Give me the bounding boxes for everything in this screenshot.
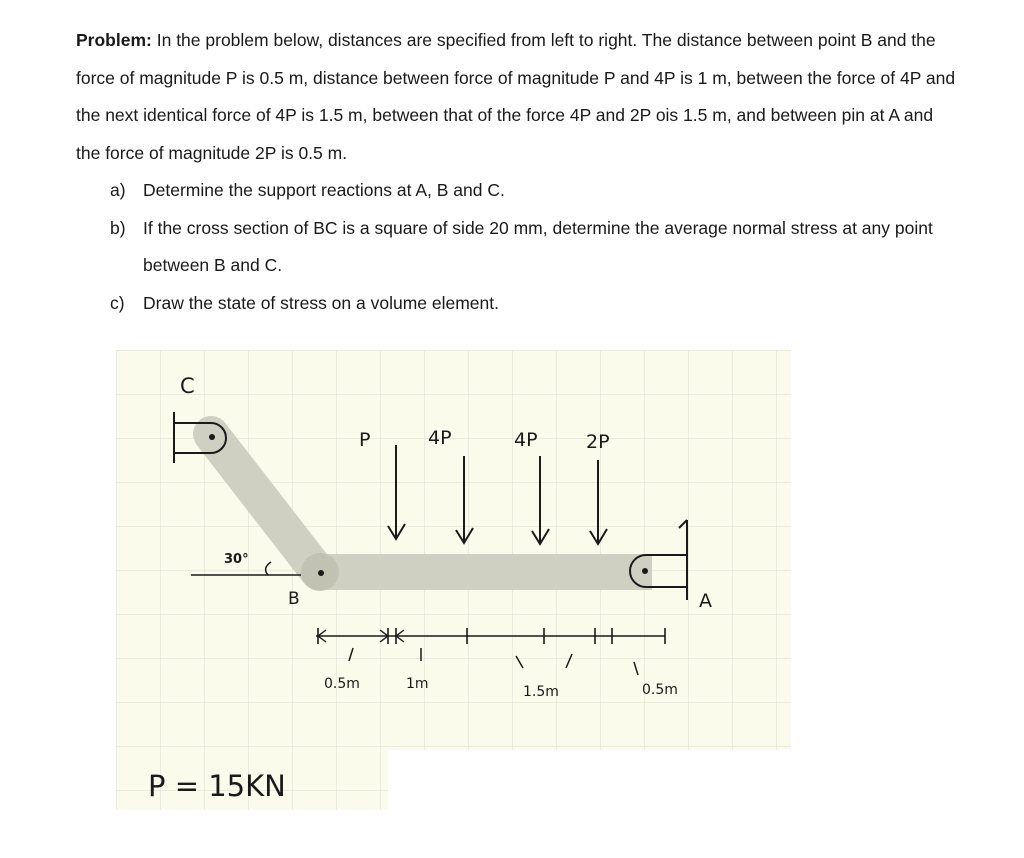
graph-paper-upper-grid bbox=[116, 350, 791, 750]
angle-label: 30° bbox=[224, 552, 249, 567]
part-b-text: If the cross section of BC is a square of side 20 mm, determine the average normal stress at any point between B and C. bbox=[143, 217, 933, 275]
problem-parts bbox=[76, 172, 956, 322]
part-a bbox=[110, 172, 956, 210]
dim-0-5m-left: 0.5m bbox=[324, 676, 360, 692]
force-label-4p-2: 4P bbox=[514, 429, 538, 451]
pin-a-dot bbox=[642, 568, 648, 574]
part-b bbox=[110, 210, 956, 285]
part-c bbox=[110, 285, 956, 323]
problem-text: In the problem below, distances are specified from left to right. The distance between point B and the force of magnitude P is 0.5 m, distance between force of magnitude P and 4P is 1 m, between the force of 4P and the next identical force of 4P is 1.5 m, between that of the force 4P and 2P ois 1.5 m, and between pin at A and the force of magnitude 2P is 0.5 m. bbox=[76, 30, 956, 163]
pin-b-dot bbox=[318, 570, 324, 576]
label-b: B bbox=[288, 589, 300, 609]
part-c-label: c) bbox=[110, 292, 125, 313]
pin-c-dot bbox=[209, 434, 215, 440]
part-c-text: Draw the state of stress on a volume element. bbox=[143, 292, 499, 313]
label-c: C bbox=[180, 374, 195, 398]
dim-1-5m: 1.5m bbox=[523, 684, 559, 700]
problem-paragraph bbox=[76, 22, 956, 172]
label-a: A bbox=[699, 590, 712, 612]
force-label-p: P bbox=[359, 429, 371, 451]
beam-diagram bbox=[116, 350, 791, 810]
part-b-label: b) bbox=[110, 217, 126, 238]
dim-1m: 1m bbox=[406, 676, 429, 692]
problem-label: Problem: bbox=[76, 30, 152, 50]
member-ab bbox=[316, 554, 652, 590]
part-a-label: a) bbox=[110, 180, 126, 200]
dim-0-5m-right: 0.5m bbox=[642, 682, 678, 698]
force-label-4p-1: 4P bbox=[428, 427, 452, 449]
problem-statement bbox=[76, 22, 956, 322]
part-a-text: Determine the support reactions at A, B and C. bbox=[143, 180, 505, 200]
given-p-value: P = 15KN bbox=[148, 769, 286, 803]
force-label-2p: 2P bbox=[586, 431, 610, 453]
